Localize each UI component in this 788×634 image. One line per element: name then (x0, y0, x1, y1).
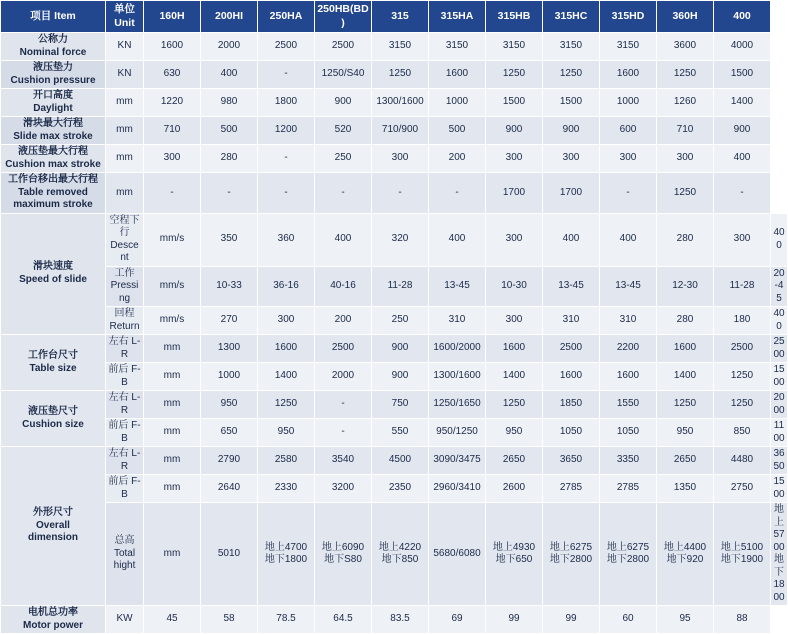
cell: 3150 (486, 33, 543, 61)
cell: 1400 (714, 89, 771, 117)
cell: 310 (543, 307, 600, 335)
cell: 900 (315, 89, 372, 117)
cell: 2500 (543, 335, 600, 363)
cell: 1500 (714, 61, 771, 89)
cell: 11-28 (372, 266, 429, 307)
cell: 300 (372, 145, 429, 173)
cell: 2500 (771, 335, 788, 363)
cell: 950 (201, 391, 258, 419)
table-row (1, 266, 788, 307)
cell: 2500 (258, 33, 315, 61)
cell: 地上6090 地下S80 (315, 503, 372, 606)
table-row (1, 89, 788, 117)
cell: - (258, 173, 315, 214)
row-label-cushion-max-stroke (1, 145, 106, 173)
cell: 2785 (543, 475, 600, 503)
cell: 630 (144, 61, 201, 89)
header-model-10: 400 (714, 1, 771, 33)
cell: 1220 (144, 89, 201, 117)
cell: 地上5700 地下1800 (771, 503, 788, 606)
cell: 2750 (714, 475, 771, 503)
cell: - (315, 419, 372, 447)
cell: 1600 (600, 363, 657, 391)
group-label-cn: 滑块速度 (33, 261, 73, 273)
header-row (1, 1, 788, 33)
cell: 300 (543, 145, 600, 173)
cell: 2200 (600, 335, 657, 363)
sub-row-label-return: 回程 Return (106, 307, 144, 335)
cell: 5680/6080 (429, 503, 486, 606)
cell: 300 (486, 145, 543, 173)
cell: 60 (600, 606, 657, 634)
row-unit: KW (106, 606, 144, 634)
cell: 950 (657, 419, 714, 447)
row-label-nominal-force (1, 33, 106, 61)
header-unit (106, 1, 144, 33)
group-label-cushion-size (1, 391, 106, 447)
cell: 950 (486, 419, 543, 447)
cell: 2960/3410 (429, 475, 486, 503)
table-header (1, 1, 788, 33)
cell: 3350 (600, 447, 657, 475)
table-row (1, 213, 788, 266)
cell: 3090/3475 (429, 447, 486, 475)
row-label-motor-power (1, 606, 106, 634)
cell: 1250 (714, 363, 771, 391)
cell: - (144, 173, 201, 214)
cell: 1250 (657, 61, 714, 89)
row-unit: mm (144, 391, 201, 419)
cell: 300 (486, 307, 543, 335)
row-label-cn: 滑块最大行程 (23, 118, 83, 129)
cell: 45 (144, 606, 201, 634)
cell: 710 (657, 117, 714, 145)
group-label-cn: 液压垫尺寸 (28, 406, 78, 417)
cell: 地上4400 地下920 (657, 503, 714, 606)
cell: 600 (600, 117, 657, 145)
cell: 900 (543, 117, 600, 145)
cell: 11-28 (714, 266, 771, 307)
cell: 400 (771, 213, 788, 266)
cell: 400 (600, 213, 657, 266)
group-label-en: Table size (29, 362, 77, 374)
cell: 1300/1600 (372, 89, 429, 117)
cell: - (429, 173, 486, 214)
row-label-cn: 公称力 (38, 34, 68, 45)
cell: 1250 (486, 61, 543, 89)
cell: 2000 (315, 363, 372, 391)
cell: 1400 (657, 363, 714, 391)
table-row (1, 61, 788, 89)
cell: 1600 (486, 335, 543, 363)
group-label-en-1: Overall (36, 519, 70, 531)
table-body (1, 33, 788, 634)
table-row (1, 33, 788, 61)
row-unit: mm (144, 419, 201, 447)
cell: 2790 (201, 447, 258, 475)
row-label-cushion-pressure (1, 61, 106, 89)
cell: 200 (315, 307, 372, 335)
cell: - (201, 173, 258, 214)
cell: 99 (543, 606, 600, 634)
cell: 1600 (657, 335, 714, 363)
cell: 地上4220 地下850 (372, 503, 429, 606)
table-row (1, 475, 788, 503)
cell: - (600, 173, 657, 214)
cell: 1200 (258, 117, 315, 145)
row-unit: mm (106, 173, 144, 214)
cell: 1700 (486, 173, 543, 214)
group-label-en: Cushion size (22, 418, 84, 430)
cell: 950/1250 (429, 419, 486, 447)
cell: 950 (258, 419, 315, 447)
cell: 78.5 (258, 606, 315, 634)
cell: 1250 (543, 61, 600, 89)
cell: 10-30 (486, 266, 543, 307)
table-row (1, 335, 788, 363)
cell: 3150 (372, 33, 429, 61)
cell: 2785 (600, 475, 657, 503)
table-row (1, 145, 788, 173)
header-model-0: 160H (144, 1, 201, 33)
cell: 1350 (657, 475, 714, 503)
cell: 1250/S40 (315, 61, 372, 89)
table-row (1, 117, 788, 145)
header-model-7: 315HC (543, 1, 600, 33)
row-unit: mm (144, 335, 201, 363)
row-label-cn: 开口高度 (33, 90, 73, 101)
cell: 1250 (372, 61, 429, 89)
row-label-daylight (1, 89, 106, 117)
row-unit: mm (106, 89, 144, 117)
cell: 95 (657, 606, 714, 634)
row-unit: mm (144, 475, 201, 503)
cell: 2000 (201, 33, 258, 61)
cell: - (315, 391, 372, 419)
cell: 1000 (201, 363, 258, 391)
cell: 3200 (315, 475, 372, 503)
cell: 83.5 (372, 606, 429, 634)
sub-row-label-lr: 左右 L-R (106, 447, 144, 475)
cell: - (372, 173, 429, 214)
cell: - (258, 145, 315, 173)
cell: 300 (144, 145, 201, 173)
header-unit-en: Unit (114, 16, 135, 29)
group-label-cn: 工作台尺寸 (28, 350, 78, 361)
sub-row-label-descent: 空程下行 Descent (106, 213, 144, 266)
cell: 400 (714, 145, 771, 173)
row-unit: mm/s (144, 213, 201, 266)
sub-row-label-total-hight: 总高 Total hight (106, 503, 144, 606)
row-label-en: Daylight (33, 102, 73, 114)
cell: 900 (372, 363, 429, 391)
cell: 2500 (315, 335, 372, 363)
row-label-cn: 液压垫力 (33, 62, 73, 73)
cell: 2580 (258, 447, 315, 475)
sub-row-label-fb: 前后 F-B (106, 363, 144, 391)
cell: 350 (201, 213, 258, 266)
cell: 1600/2000 (429, 335, 486, 363)
cell: 2350 (372, 475, 429, 503)
row-unit: KN (106, 61, 144, 89)
row-unit: mm (144, 447, 201, 475)
cell: 520 (315, 117, 372, 145)
cell: 400 (429, 213, 486, 266)
sub-row-label-lr: 左右 L-R (106, 391, 144, 419)
cell: 4000 (714, 33, 771, 61)
group-label-cn: 外形尺寸 (33, 507, 73, 519)
row-label-slide-max-stroke (1, 117, 106, 145)
cell: 400 (771, 307, 788, 335)
cell: 850 (714, 419, 771, 447)
cell: 1700 (543, 173, 600, 214)
group-label-overall-dimension (1, 447, 106, 606)
cell: 250 (372, 307, 429, 335)
cell: 1400 (258, 363, 315, 391)
header-model-2: 250HA (258, 1, 315, 33)
cell: 1500 (486, 89, 543, 117)
cell: - (315, 173, 372, 214)
cell: 3150 (600, 33, 657, 61)
cell: 69 (429, 606, 486, 634)
cell: 10-33 (201, 266, 258, 307)
cell: 3150 (543, 33, 600, 61)
cell: 3650 (543, 447, 600, 475)
cell: 200 (429, 145, 486, 173)
cell: 1550 (600, 391, 657, 419)
cell: 地上4930 地下650 (486, 503, 543, 606)
row-unit: mm (144, 503, 201, 606)
cell: 180 (714, 307, 771, 335)
cell: - (258, 61, 315, 89)
header-model-9: 360H (657, 1, 714, 33)
cell: 550 (372, 419, 429, 447)
cell: 1500 (543, 89, 600, 117)
cell: 1600 (429, 61, 486, 89)
cell: 980 (201, 89, 258, 117)
table-row (1, 173, 788, 214)
cell: 地上5100 地下1900 (714, 503, 771, 606)
group-label-speed-of-slide (1, 213, 106, 335)
cell: 2330 (258, 475, 315, 503)
cell: 900 (486, 117, 543, 145)
row-label-en: Cushion pressure (10, 74, 96, 86)
cell: 2650 (486, 447, 543, 475)
cell: 58 (201, 606, 258, 634)
group-label-en-2: dimension (27, 532, 78, 544)
cell: 270 (201, 307, 258, 335)
cell: 360 (258, 213, 315, 266)
cell: 64.5 (315, 606, 372, 634)
cell: 1300/1600 (429, 363, 486, 391)
cell: 5010 (201, 503, 258, 606)
header-model-6: 315HB (486, 1, 543, 33)
cell: 650 (201, 419, 258, 447)
header-model-1: 200HI (201, 1, 258, 33)
cell: 1250 (714, 391, 771, 419)
cell: 1250 (657, 391, 714, 419)
row-label-cn: 液压垫最大行程 (18, 146, 88, 157)
cell: 1600 (258, 335, 315, 363)
row-label-en: Motor power (23, 619, 83, 631)
cell: 300 (657, 145, 714, 173)
cell: 20-45 (771, 266, 788, 307)
row-unit: mm (106, 117, 144, 145)
cell: 750 (372, 391, 429, 419)
cell: 1250 (486, 391, 543, 419)
cell: 500 (201, 117, 258, 145)
cell: 3150 (429, 33, 486, 61)
table-row (1, 447, 788, 475)
cell: 2500 (714, 335, 771, 363)
cell: 280 (201, 145, 258, 173)
table-row (1, 503, 788, 606)
cell: 1500 (771, 363, 788, 391)
cell: 2500 (315, 33, 372, 61)
cell: 900 (714, 117, 771, 145)
cell: 500 (429, 117, 486, 145)
row-unit: mm (144, 363, 201, 391)
cell: 1250 (258, 391, 315, 419)
sub-row-label-lr: 左右 L-R (106, 335, 144, 363)
cell: 1300 (201, 335, 258, 363)
header-model-3: 250HB(BD) (315, 1, 372, 33)
cell: 13-45 (429, 266, 486, 307)
cell: 1600 (144, 33, 201, 61)
table-row (1, 307, 788, 335)
cell: 1050 (600, 419, 657, 447)
cell: 1500 (771, 475, 788, 503)
cell: 1260 (657, 89, 714, 117)
cell: 地上6275 地下2800 (543, 503, 600, 606)
cell: 99 (486, 606, 543, 634)
row-label-cn: 工作台移出最大行程 (8, 174, 98, 185)
cell: 36-16 (258, 266, 315, 307)
cell: - (714, 173, 771, 214)
cell: 2640 (201, 475, 258, 503)
cell: 3650 (771, 447, 788, 475)
row-unit: mm/s (144, 266, 201, 307)
row-label-cn: 电机总功率 (28, 607, 78, 618)
row-label-en: Table removed maximum stroke (13, 186, 93, 210)
table-row (1, 363, 788, 391)
row-label-table-removed-stroke (1, 173, 106, 214)
cell: 3600 (657, 33, 714, 61)
cell: 4500 (372, 447, 429, 475)
header-model-5: 315HA (429, 1, 486, 33)
cell: 88 (714, 606, 771, 634)
table-row (1, 419, 788, 447)
header-item: 项目 Item (1, 1, 106, 33)
row-unit: mm/s (144, 307, 201, 335)
cell: 地上6275 地下2800 (600, 503, 657, 606)
cell: 1050 (543, 419, 600, 447)
row-unit: KN (106, 33, 144, 61)
cell: 300 (714, 213, 771, 266)
cell: 400 (201, 61, 258, 89)
table-row (1, 391, 788, 419)
sub-row-label-fb: 前后 F-B (106, 419, 144, 447)
cell: 地上4700 地下1800 (258, 503, 315, 606)
sub-row-label-pressing: 工作 Pressing (106, 266, 144, 307)
cell: 1250/1650 (429, 391, 486, 419)
cell: 1000 (429, 89, 486, 117)
cell: 13-45 (543, 266, 600, 307)
cell: 3540 (315, 447, 372, 475)
cell: 1600 (543, 363, 600, 391)
cell: 280 (657, 213, 714, 266)
cell: 1600 (600, 61, 657, 89)
header-model-4: 315 (372, 1, 429, 33)
cell: 2600 (486, 475, 543, 503)
cell: 310 (429, 307, 486, 335)
cell: 2650 (657, 447, 714, 475)
table-row (1, 606, 788, 634)
cell: 710/900 (372, 117, 429, 145)
header-unit-cn: 单位 (114, 3, 135, 16)
row-unit: mm (106, 145, 144, 173)
header-model-8: 315HD (600, 1, 657, 33)
cell: 320 (372, 213, 429, 266)
sub-row-label-fb: 前后 F-B (106, 475, 144, 503)
row-label-en: Cushion max stroke (5, 158, 101, 170)
cell: 40-16 (315, 266, 372, 307)
cell: 2000 (771, 391, 788, 419)
cell: 400 (543, 213, 600, 266)
cell: 13-45 (600, 266, 657, 307)
cell: 300 (258, 307, 315, 335)
cell: 1250 (657, 173, 714, 214)
cell: 300 (600, 145, 657, 173)
cell: 300 (486, 213, 543, 266)
cell: 1850 (543, 391, 600, 419)
row-label-en: Nominal force (19, 46, 87, 58)
cell: 250 (315, 145, 372, 173)
cell: 280 (657, 307, 714, 335)
cell: 1100 (771, 419, 788, 447)
cell: 400 (315, 213, 372, 266)
cell: 4480 (714, 447, 771, 475)
cell: 710 (144, 117, 201, 145)
cell: 1000 (600, 89, 657, 117)
cell: 12-30 (657, 266, 714, 307)
group-label-en: Speed of slide (19, 273, 87, 285)
group-label-table-size (1, 335, 106, 391)
cell: 900 (372, 335, 429, 363)
cell: 1800 (258, 89, 315, 117)
row-label-en: Slide max stroke (13, 130, 93, 142)
cell: 1400 (486, 363, 543, 391)
cell: 310 (600, 307, 657, 335)
